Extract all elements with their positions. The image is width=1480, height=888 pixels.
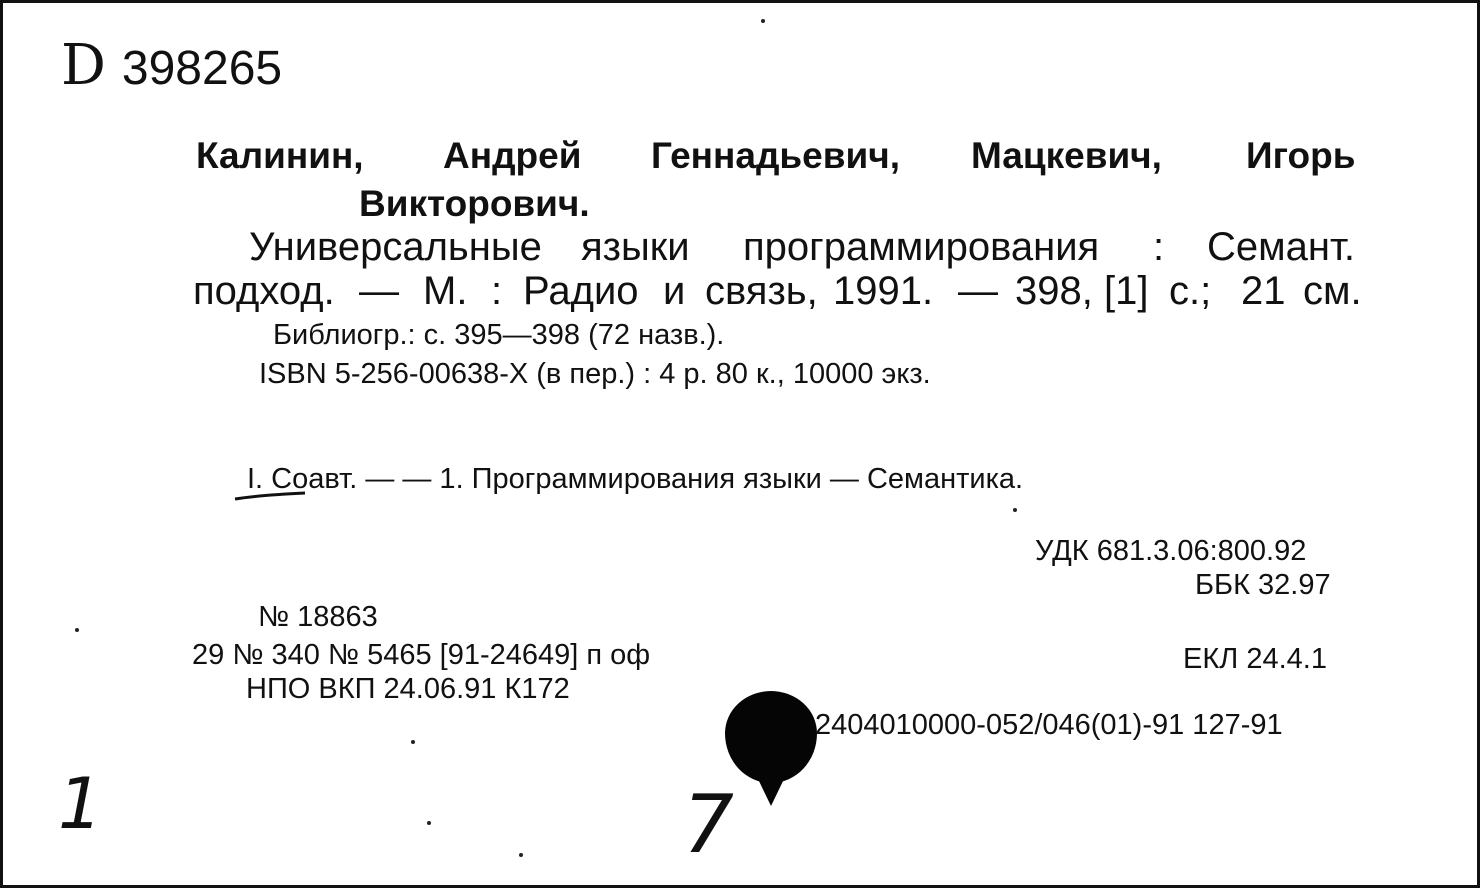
author-word-2: Андрей — [443, 135, 582, 176]
subject-headings: I. Соавт. — — 1. Программирования языки — Семантика. — [247, 463, 1024, 495]
author-word-5: Игорь — [1246, 135, 1356, 176]
header-number: 398265 — [121, 42, 283, 95]
speck — [75, 628, 79, 632]
title2-word-13: см. — [1303, 269, 1362, 313]
title2-word-12: 21 — [1241, 269, 1286, 313]
title2-word-4: : — [491, 269, 503, 313]
speck — [411, 740, 415, 744]
underline-mark — [231, 489, 311, 505]
title-word-1: Универсальные — [249, 225, 542, 269]
card-header-number — [61, 33, 282, 98]
author-word-1: Калинин, — [196, 135, 364, 176]
ekl-index: ЕКЛ 24.4.1 — [1183, 643, 1327, 675]
author-word-4: Мацкевич, — [971, 135, 1162, 176]
title2-word-5: Радио — [523, 269, 639, 313]
title2-word-3: М. — [423, 269, 468, 313]
title2-word-7: связь, — [705, 269, 818, 313]
title-word-2: языки — [581, 225, 690, 269]
isbn-line: ISBN 5-256-00638-X (в пер.) : 4 р. 80 к., 10000 экз. — [259, 358, 931, 390]
author-word-3: Геннадьевич, — [651, 135, 901, 176]
print-info: 29 № 340 № 5465 [91-24649] п оф — [192, 639, 651, 671]
handwritten-mark-1: 1 — [58, 763, 103, 845]
bibliography-note: Библиогр.: с. 395—398 (72 назв.). — [273, 319, 725, 351]
title2-word-9: — — [958, 269, 998, 313]
title2-word-2: — — [359, 269, 399, 313]
title2-word-6: и — [663, 269, 686, 313]
speck — [519, 853, 523, 857]
title-word-5: Семант. — [1207, 225, 1355, 269]
header-letter: D — [61, 33, 106, 98]
speck — [1013, 508, 1017, 512]
title2-word-1: подход. — [193, 269, 335, 313]
authors-line-2: Викторович. — [359, 183, 590, 224]
npo-line: НПО ВКП 24.06.91 К172 — [246, 673, 570, 705]
record-number: № 18863 — [258, 601, 378, 633]
bbk-index: ББК 32.97 — [1195, 569, 1331, 601]
catalog-code: 2404010000-052/046(01)-91 127-91 — [815, 709, 1283, 741]
punch-hole-tip — [743, 748, 799, 806]
speck — [427, 821, 431, 825]
udk-index: УДК 681.3.06:800.92 — [1035, 535, 1307, 567]
handwritten-mark-2: 7 — [683, 778, 734, 871]
title2-word-10: 398, [1] — [1015, 269, 1149, 313]
title-word-4: : — [1153, 225, 1165, 269]
speck — [761, 19, 765, 23]
title2-word-11: с.; — [1169, 269, 1212, 313]
title2-word-8: 1991. — [833, 269, 934, 313]
title-word-3: программирования — [743, 225, 1100, 269]
